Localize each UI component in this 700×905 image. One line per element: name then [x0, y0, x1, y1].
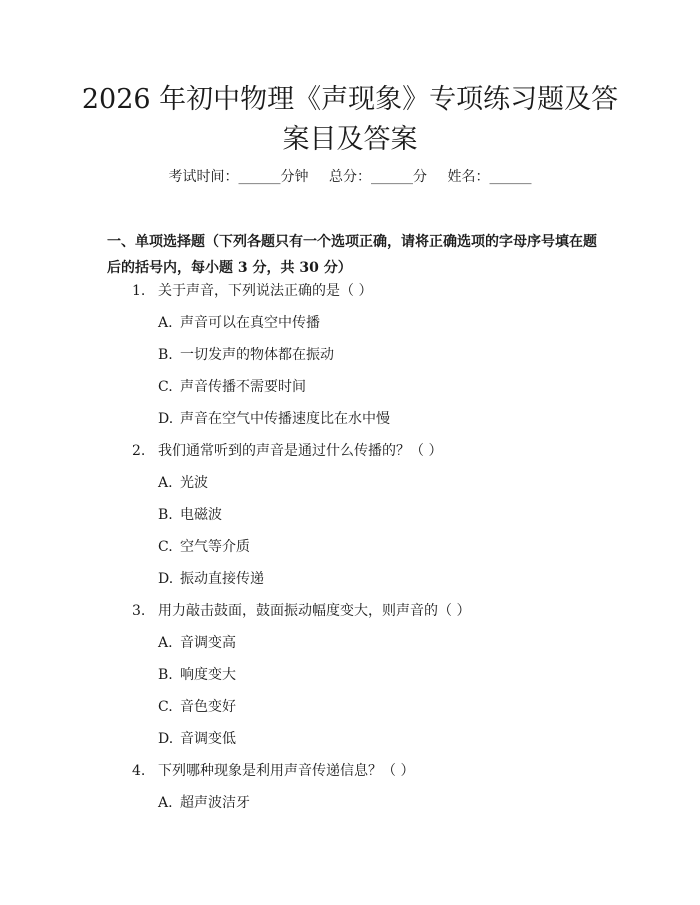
option-letter: A.: [158, 635, 173, 651]
option-letter: A.: [158, 315, 173, 331]
answer-option: [158, 505, 222, 525]
answer-option: [158, 665, 236, 685]
title-line-2: 案目及答案: [282, 124, 418, 155]
option-letter: B.: [158, 667, 173, 683]
option-letter: A.: [158, 795, 173, 811]
option-text: 音色变好: [180, 699, 236, 715]
option-text: 音调变高: [180, 635, 236, 651]
answer-option: [158, 473, 208, 493]
option-letter: D.: [158, 571, 174, 587]
answer-option: [158, 537, 250, 557]
option-text: 一切发声的物体都在振动: [180, 347, 334, 363]
title-line-1: 2026 年初中物理《声现象》专项练习题及答: [81, 84, 619, 115]
option-text: 音调变低: [180, 731, 236, 747]
option-letter: C.: [158, 379, 173, 395]
answer-option: [158, 345, 334, 365]
option-text: 光波: [180, 475, 208, 491]
answer-option: [158, 793, 250, 813]
option-text: 声音在空气中传播速度比在水中慢: [180, 411, 390, 427]
option-letter: C.: [158, 699, 173, 715]
question: [132, 281, 372, 301]
option-letter: D.: [158, 411, 174, 427]
question-text: 下列哪种现象是利用声音传递信息？（ ）: [158, 763, 415, 779]
question: [132, 761, 414, 781]
answer-option: [158, 729, 236, 749]
option-letter: B.: [158, 507, 173, 523]
option-text: 声音传播不需要时间: [180, 379, 306, 395]
exam-time: 考试时间：______分钟: [168, 169, 309, 185]
section-heading-line-2: 后的括号内，每小题 3 分，共 30 分）: [107, 260, 352, 276]
answer-option: [158, 313, 320, 333]
answer-option: [158, 697, 236, 717]
option-text: 振动直接传递: [180, 571, 264, 587]
answer-option: [158, 633, 236, 653]
question-number: 1.: [132, 283, 146, 299]
option-letter: D.: [158, 731, 174, 747]
question: [132, 441, 442, 461]
option-text: 电磁波: [180, 507, 222, 523]
question-text: 关于声音，下列说法正确的是（ ）: [158, 283, 373, 299]
exam-name: 姓名：______: [447, 169, 532, 185]
option-letter: A.: [158, 475, 173, 491]
option-letter: C.: [158, 539, 173, 555]
question-number: 2.: [132, 443, 146, 459]
question-text: 我们通常听到的声音是通过什么传播的？（ ）: [158, 443, 443, 459]
question-number: 3.: [132, 603, 146, 619]
question: [132, 601, 470, 621]
answer-option: [158, 569, 264, 589]
answer-option: [158, 377, 306, 397]
option-letter: B.: [158, 347, 173, 363]
option-text: 响度变大: [180, 667, 236, 683]
answer-option: [158, 409, 390, 429]
option-text: 声音可以在真空中传播: [180, 315, 320, 331]
option-text: 超声波洁牙: [180, 795, 250, 811]
section-heading-line-1: 一、单项选择题（下列各题只有一个选项正确，请将正确选项的字母序号填在题: [107, 234, 597, 250]
option-text: 空气等介质: [180, 539, 250, 555]
question-text: 用力敲击鼓面，鼓面振动幅度变大，则声音的（ ）: [158, 603, 471, 619]
exam-score: 总分：______分: [329, 169, 427, 185]
question-number: 4.: [132, 763, 146, 779]
